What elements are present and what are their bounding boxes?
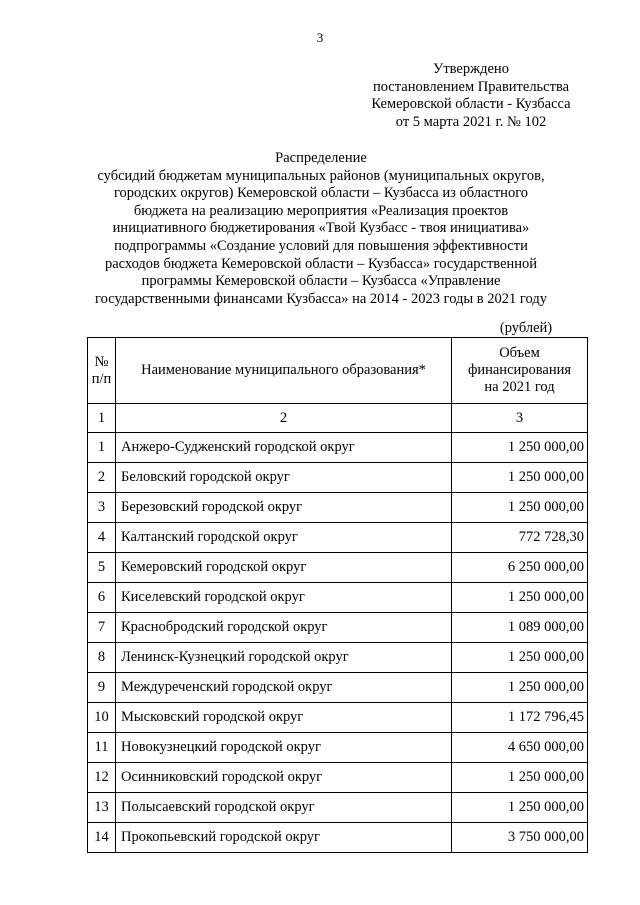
title-heading: Распределение: [275, 150, 367, 166]
municipality-name: Полысаевский городской округ: [116, 793, 452, 823]
municipality-name: Ленинск-Кузнецкий городской округ: [116, 643, 452, 673]
row-number: 5: [88, 553, 116, 583]
title-line: инициативного бюджетирования «Твой Кузбасс - твоя инициатива»: [112, 220, 530, 237]
funding-amount: 4 650 000,00: [452, 733, 588, 763]
row-number: 13: [88, 793, 116, 823]
table-row: [88, 793, 588, 823]
document-title: [80, 150, 562, 308]
table-row: [88, 523, 588, 553]
table-row: [88, 733, 588, 763]
municipality-name: Анжеро-Судженский городской округ: [116, 433, 452, 463]
funding-amount: 1 250 000,00: [452, 493, 588, 523]
funding-amount: 1 250 000,00: [452, 463, 588, 493]
funding-amount: 1 250 000,00: [452, 583, 588, 613]
column-number: 3: [452, 404, 588, 433]
row-number: 9: [88, 673, 116, 703]
row-number: 6: [88, 583, 116, 613]
funding-amount: 3 750 000,00: [452, 823, 588, 853]
municipality-name: Киселевский городской округ: [116, 583, 452, 613]
municipality-name: Осинниковский городской округ: [116, 763, 452, 793]
funding-amount: 1 250 000,00: [452, 433, 588, 463]
title-line: программы Кемеровской области – Кузбасса «Управление: [141, 273, 501, 290]
approval-stamp: [352, 61, 590, 131]
approval-line: постановлением Правительства: [372, 78, 570, 95]
municipality-name: Березовский городской округ: [116, 493, 452, 523]
table-row: [88, 613, 588, 643]
table-row: [88, 433, 588, 463]
title-line: расходов бюджета Кемеровской области – Кузбасса» государственной: [104, 255, 538, 272]
column-number: 2: [116, 404, 452, 433]
header-number: № п/п: [88, 338, 116, 404]
title-line: подпрограммы «Создание условий для повышения эффективности: [114, 237, 528, 254]
funding-amount: 1 250 000,00: [452, 763, 588, 793]
row-number: 7: [88, 613, 116, 643]
municipality-name: Калтанский городской округ: [116, 523, 452, 553]
title-line: бюджета на реализацию мероприятия «Реализация проектов: [133, 202, 509, 219]
table-row: [88, 763, 588, 793]
funding-amount: 1 250 000,00: [452, 643, 588, 673]
approval-line: Кемеровской области - Кузбасса: [371, 96, 571, 112]
municipality-name: Новокузнецкий городской округ: [116, 733, 452, 763]
row-number: 12: [88, 763, 116, 793]
table-header-row: [88, 338, 588, 404]
funding-amount: 1 250 000,00: [452, 673, 588, 703]
funding-amount: 1 172 796,45: [452, 703, 588, 733]
municipality-name: Мысковский городской округ: [116, 703, 452, 733]
title-line: субсидий бюджетам муниципальных районов (муниципальных округов,: [97, 167, 545, 184]
row-number: 14: [88, 823, 116, 853]
row-number: 4: [88, 523, 116, 553]
row-number: 11: [88, 733, 116, 763]
approval-line: от 5 марта 2021 г. № 102: [395, 113, 547, 130]
header-name: Наименование муниципального образования*: [116, 338, 452, 404]
funding-amount: 1 089 000,00: [452, 613, 588, 643]
row-number: 1: [88, 433, 116, 463]
units-label: (рублей): [499, 320, 553, 336]
municipality-name: Краснобродский городской округ: [116, 613, 452, 643]
table-row: [88, 673, 588, 703]
municipality-name: Кемеровский городской округ: [116, 553, 452, 583]
table-row: [88, 823, 588, 853]
column-number-row: [88, 404, 588, 433]
title-line: государственными финансами Кузбасса» на 2014 - 2023 годы в 2021 году: [95, 290, 547, 307]
title-line: городских округов) Кемеровской области – Кузбасса из областного: [113, 185, 529, 202]
row-number: 8: [88, 643, 116, 673]
table-row: [88, 493, 588, 523]
row-number: 3: [88, 493, 116, 523]
page-number: 3: [316, 30, 324, 45]
header-amount: Объем финансирования на 2021 год: [452, 338, 588, 404]
table-row: [88, 463, 588, 493]
funding-amount: 772 728,30: [452, 523, 588, 553]
row-number: 10: [88, 703, 116, 733]
table-row: [88, 583, 588, 613]
column-number: 1: [88, 404, 116, 433]
row-number: 2: [88, 463, 116, 493]
allocation-table: [87, 337, 588, 853]
funding-amount: 1 250 000,00: [452, 793, 588, 823]
table-row: [88, 643, 588, 673]
municipality-name: Беловский городской округ: [116, 463, 452, 493]
table-row: [88, 703, 588, 733]
municipality-name: Междуреченский городской округ: [116, 673, 452, 703]
approval-line: Утверждено: [433, 61, 509, 77]
funding-amount: 6 250 000,00: [452, 553, 588, 583]
municipality-name: Прокопьевский городской округ: [116, 823, 452, 853]
table-row: [88, 553, 588, 583]
